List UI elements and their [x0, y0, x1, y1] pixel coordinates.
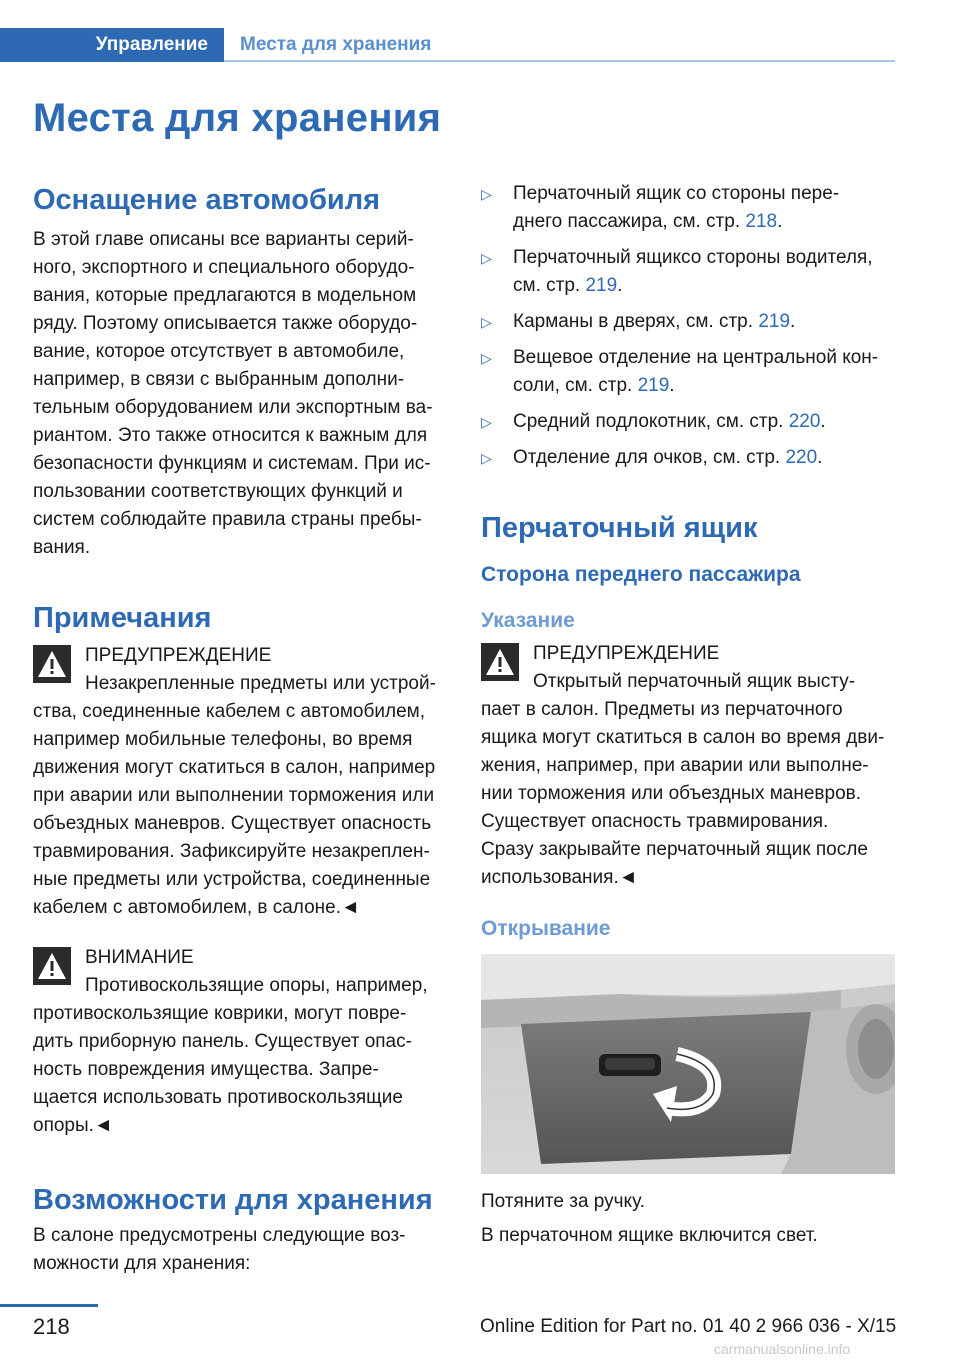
note-heading: Указание: [481, 609, 575, 632]
text-line: можности для хранения:: [33, 1253, 251, 1274]
edition-text: Online Edition for Part no. 01 40 2 966 036 - X/15: [480, 1316, 897, 1337]
footer-rule: [0, 1304, 98, 1307]
warning-triangle-icon: [33, 947, 71, 985]
page-link[interactable]: 219: [637, 375, 670, 396]
text-line: пает в салон. Предметы из перчаточного: [481, 699, 843, 720]
page-link[interactable]: 219: [585, 275, 618, 296]
glovebox-subheading: Сторона переднего пассажира: [481, 563, 801, 586]
text-line: при аварии или выполнении торможения или: [33, 785, 435, 806]
text-line: щается использовать противоскользящие: [33, 1087, 403, 1108]
text-line: кабелем с автомобилем, в салоне.◄: [33, 897, 360, 918]
page-link[interactable]: 220: [785, 447, 818, 468]
text-line: опоры.◄: [33, 1115, 113, 1136]
text-line: травмирования. Зафиксируйте незакреплен-: [33, 841, 430, 862]
text-line: В салоне предусмотрены следующие воз-: [33, 1225, 406, 1246]
page-link[interactable]: 218: [745, 211, 778, 232]
list-item: ▷ Перчаточный ящиксо стороны водителя, см. стр. 219.: [481, 244, 895, 300]
text-line: движения могут скатиться в салон, например: [33, 757, 436, 778]
text-line: В перчаточном ящике включится свет.: [481, 1225, 818, 1246]
equipment-paragraph: [33, 226, 447, 562]
triangle-bullet-icon: ▷: [481, 250, 492, 266]
opening-heading: Открывание: [481, 917, 611, 940]
left-column: [33, 180, 447, 1278]
text-line: ства, соединенные кабелем с автомобилем,: [33, 701, 425, 722]
warning-label: ПРЕДУПРЕЖДЕНИЕ: [533, 643, 720, 664]
running-header: [0, 28, 895, 62]
page-title: Места для хранения: [33, 96, 442, 140]
list-item: ▷ Вещевое отделение на центральной кон- соли, см. стр. 219.: [481, 344, 895, 400]
page-link[interactable]: 220: [788, 411, 821, 432]
glovebox-heading: Перчаточный ящик: [481, 512, 758, 544]
triangle-bullet-icon: ▷: [481, 314, 492, 330]
warning-block-3: [481, 640, 895, 892]
warning-label: ПРЕДУПРЕЖДЕНИЕ: [85, 645, 272, 666]
text-line: риантом. Это также относится к важным для: [33, 425, 428, 446]
header-rule: [224, 60, 895, 62]
warning-triangle-icon: [33, 645, 71, 683]
glovebox-photo: [481, 954, 895, 1174]
text-line: ряду. Поэтому описывается также оборудо-: [33, 313, 418, 334]
text-line: объездных маневров. Существует опасность: [33, 813, 432, 834]
text-line: пользовании соответствующих функций и: [33, 481, 403, 502]
page-link[interactable]: 219: [758, 311, 791, 332]
text-line: вания.: [33, 537, 91, 558]
storage-list: [481, 180, 895, 472]
text-line: вание, которое отсутствует в автомобиле,: [33, 341, 405, 362]
text-line: безопасности функциям и системам. При ис-: [33, 453, 431, 474]
text-line: нии торможения или объездных маневров.: [481, 783, 862, 804]
warning-label: ВНИМАНИЕ: [85, 947, 194, 968]
list-item: ▷ Перчаточный ящик со стороны пере- днего пассажира, см. стр. 218.: [481, 180, 895, 236]
page-number: 218: [33, 1314, 70, 1339]
text-line: В этой главе описаны все варианты серий-: [33, 229, 414, 250]
triangle-bullet-icon: ▷: [481, 350, 492, 366]
text-line: использования.◄: [481, 867, 638, 888]
text-line: ящика могут скатиться в салон во время дви-: [481, 727, 885, 748]
notes-heading: Примечания: [33, 602, 212, 634]
text-line: Существует опасность травмирования.: [481, 811, 829, 832]
right-column: [481, 180, 895, 1250]
list-item: ▷ Средний подлокотник, см. стр. 220.: [481, 408, 895, 436]
header-section-tab[interactable]: Управление: [0, 28, 224, 62]
text-line: ного, экспортного и специального оборудо-: [33, 257, 415, 278]
text-line: дить приборную панель. Существует опас-: [33, 1031, 412, 1052]
storage-paragraph: [33, 1222, 447, 1278]
text-line: вания, которые предлагаются в модельном: [33, 285, 417, 306]
text-line: Потяните за ручку.: [481, 1191, 645, 1212]
triangle-bullet-icon: ▷: [481, 450, 492, 466]
triangle-bullet-icon: ▷: [481, 186, 492, 202]
text-line: Противоскользящие опоры, например,: [85, 975, 428, 996]
text-line: систем соблюдайте правила страны пребы-: [33, 509, 422, 530]
triangle-bullet-icon: ▷: [481, 414, 492, 430]
list-item: ▷ Карманы в дверях, см. стр. 219.: [481, 308, 895, 336]
storage-heading: Возможности для хранения: [33, 1184, 433, 1216]
warning-block-1: [33, 642, 447, 922]
list-item: ▷ Отделение для очков, см. стр. 220.: [481, 444, 895, 472]
text-line: жения, например, при аварии или выполне-: [481, 755, 869, 776]
watermark: carmanualsonline.info: [714, 1341, 851, 1357]
text-line: Открытый перчаточный ящик высту-: [533, 671, 856, 692]
text-line: например мобильные телефоны, во время: [33, 729, 413, 750]
text-line: ные предметы или устройства, соединенные: [33, 869, 431, 890]
text-line: например, в связи с выбранным дополни-: [33, 369, 405, 390]
text-line: Незакрепленные предметы или устрой-: [85, 673, 436, 694]
warning-block-2: [33, 944, 447, 1140]
text-line: ность повреждения имущества. Запре-: [33, 1059, 379, 1080]
opening-instructions: [481, 1188, 895, 1250]
header-chapter-tab[interactable]: Места для хранения: [240, 34, 432, 55]
text-line: тельным оборудованием или экспортным ва-: [33, 397, 433, 418]
text-line: Сразу закрывайте перчаточный ящик после: [481, 839, 868, 860]
text-line: противоскользящие коврики, могут повре-: [33, 1003, 407, 1024]
warning-triangle-icon: [481, 643, 519, 681]
equipment-heading: Оснащение автомобиля: [33, 184, 381, 216]
